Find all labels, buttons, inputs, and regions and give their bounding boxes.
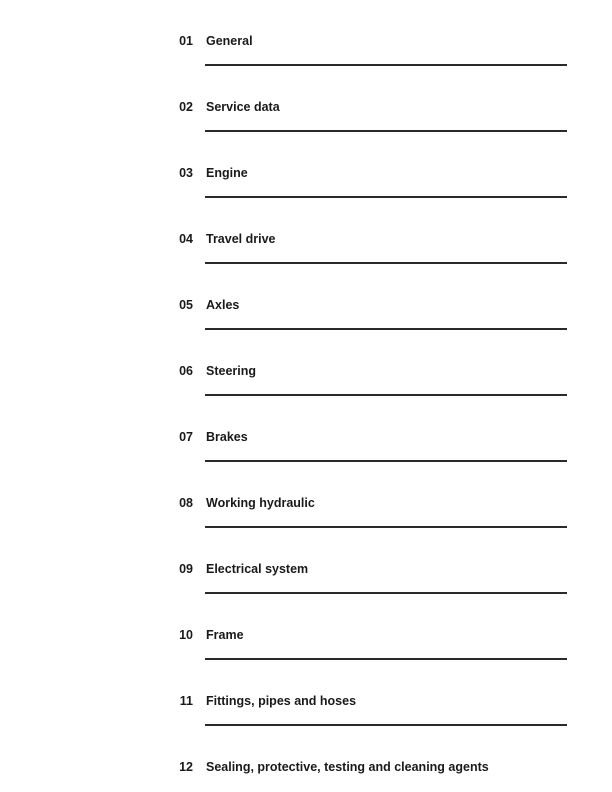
section-number: 09 xyxy=(179,562,193,576)
toc-item-fittings-pipes-hoses[interactable] xyxy=(0,693,612,759)
toc-item-travel-drive[interactable] xyxy=(0,231,612,297)
divider xyxy=(205,64,567,66)
section-title[interactable]: Axles xyxy=(206,298,240,312)
section-title[interactable]: Fittings, pipes and hoses xyxy=(206,694,357,708)
section-title[interactable]: General xyxy=(206,34,253,48)
section-title[interactable]: Engine xyxy=(206,166,248,180)
section-title[interactable]: Steering xyxy=(206,364,257,378)
toc-item-frame[interactable] xyxy=(0,627,612,693)
divider xyxy=(205,328,567,330)
section-number: 02 xyxy=(179,100,193,114)
toc-item-brakes[interactable] xyxy=(0,429,612,495)
divider xyxy=(205,658,567,660)
divider xyxy=(205,130,567,132)
toc-item-sealing-agents[interactable] xyxy=(0,759,612,783)
section-number: 08 xyxy=(179,496,193,510)
section-title[interactable]: Sealing, protective, testing and cleaning agents xyxy=(206,760,489,774)
divider xyxy=(205,526,567,528)
section-number: 07 xyxy=(179,430,193,444)
section-title[interactable]: Electrical system xyxy=(206,562,309,576)
divider xyxy=(205,460,567,462)
divider xyxy=(205,394,567,396)
section-number: 06 xyxy=(179,364,193,378)
section-number: 10 xyxy=(179,628,193,642)
section-number: 11 xyxy=(179,694,193,708)
section-number: 03 xyxy=(179,166,193,180)
divider xyxy=(205,196,567,198)
divider xyxy=(205,262,567,264)
section-title[interactable]: Service data xyxy=(206,100,280,114)
section-number: 12 xyxy=(179,760,193,774)
section-title[interactable]: Working hydraulic xyxy=(206,496,315,510)
toc-item-service-data[interactable] xyxy=(0,99,612,165)
divider xyxy=(205,592,567,594)
section-number: 01 xyxy=(179,34,193,48)
toc-item-axles[interactable] xyxy=(0,297,612,363)
section-title[interactable]: Travel drive xyxy=(206,232,276,246)
toc-item-electrical-system[interactable] xyxy=(0,561,612,627)
toc-item-engine[interactable] xyxy=(0,165,612,231)
section-title[interactable]: Frame xyxy=(206,628,244,642)
toc-item-steering[interactable] xyxy=(0,363,612,429)
section-title[interactable]: Brakes xyxy=(206,430,248,444)
section-number: 05 xyxy=(179,298,193,312)
toc-item-general[interactable] xyxy=(0,33,612,99)
toc-item-working-hydraulic[interactable] xyxy=(0,495,612,561)
divider xyxy=(205,724,567,726)
section-number: 04 xyxy=(179,232,193,246)
